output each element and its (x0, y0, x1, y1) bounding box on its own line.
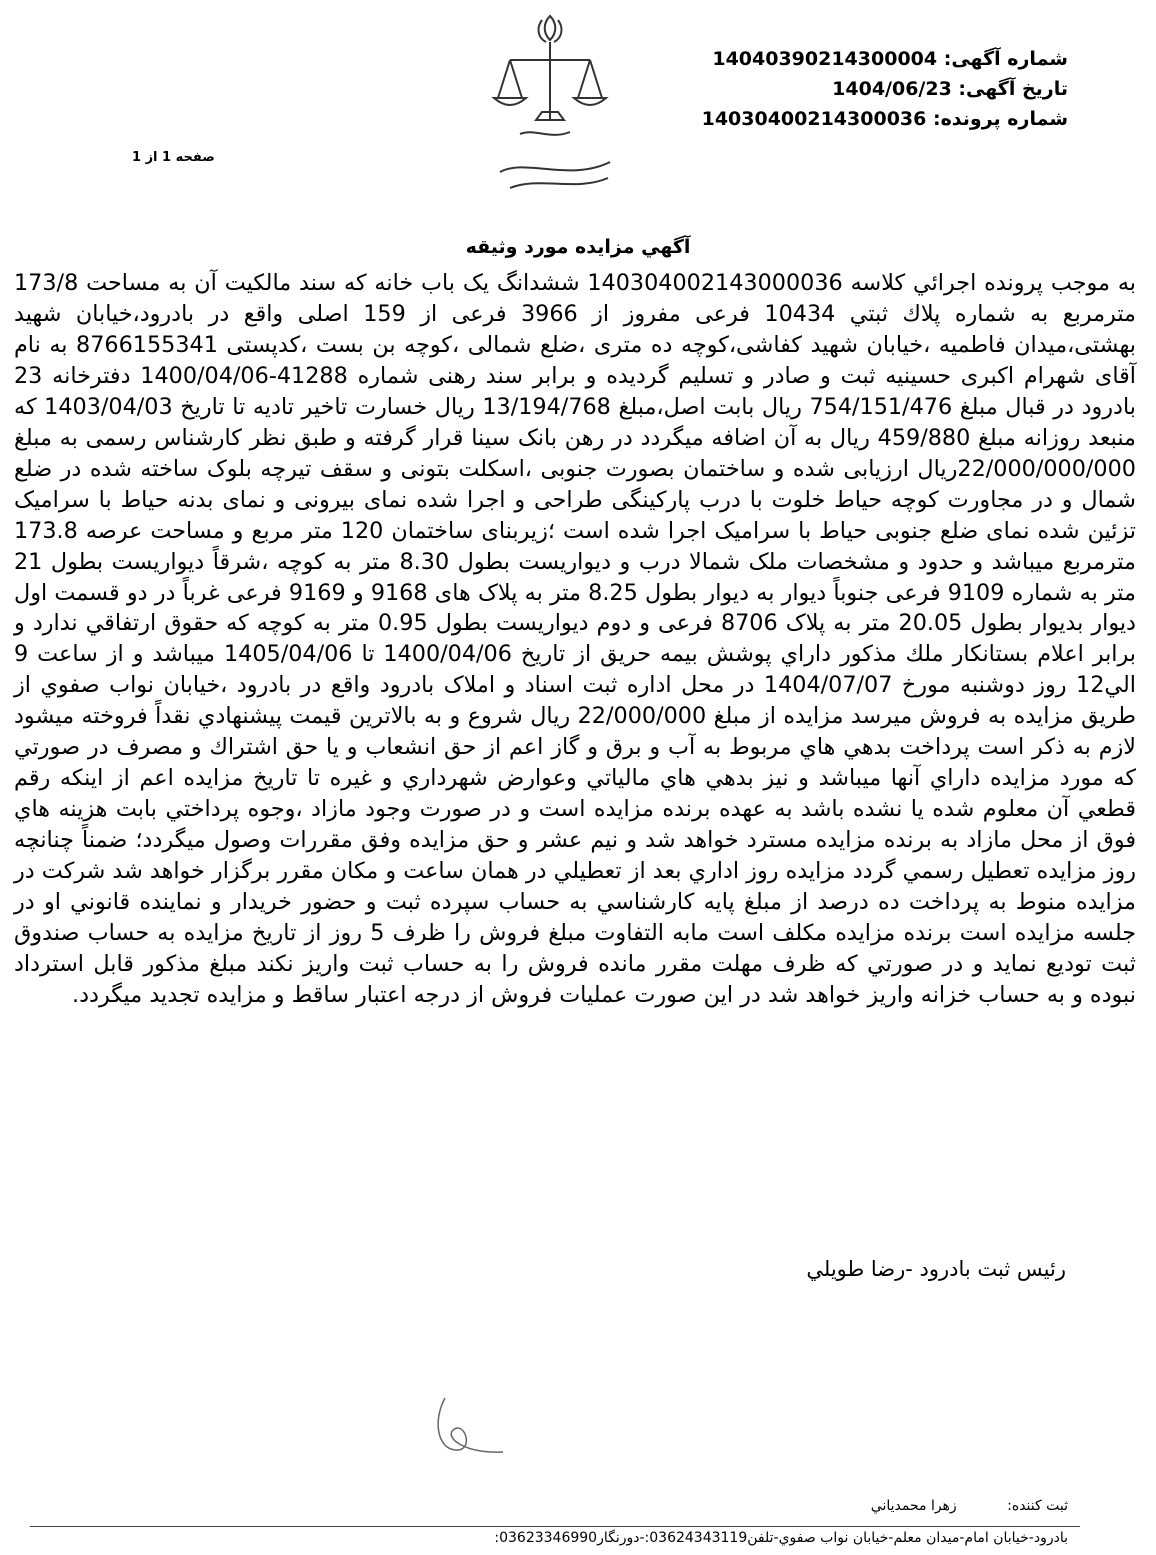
footer-divider (30, 1526, 1080, 1527)
ad-number-label: شماره آگهی: (943, 48, 1068, 70)
page-number: صفحه 1 از 1 (132, 150, 215, 165)
file-number-label: شماره پرونده: (932, 108, 1068, 130)
ad-date-row (702, 74, 1068, 104)
footer-address: بادرود-خيابان امام-ميدان معلم-خيابان نواب صفوي-تلفن03624343119:-دورنگار03623346990: (494, 1530, 1068, 1546)
ad-number: 14040390214300004 (712, 48, 938, 70)
ad-number-row (702, 44, 1068, 74)
signature-scribble-icon (425, 1390, 515, 1460)
judiciary-emblem-icon (480, 12, 620, 192)
file-number-row (702, 104, 1068, 134)
file-number: 14030400214300036 (701, 108, 927, 130)
recorder-name: زهرا محمدياني (870, 1498, 957, 1514)
auction-notice-body: به موجب پرونده اجرائي كلاسه 140304002143000036 ششدانگ یک باب خانه که سند مالکیت آن به مساحت 173/8 مترمربع به شماره پلاك ثبتي 10434 فرعی مفروز از 3966 فرعی از 159 اصلی واقع در بادرود،خیابان شهید بهشتی،میدان فاطمیه ،خیابان شهید کفاشی،کوچه ده متری ،ضلع شمالی ،کوچه بن بست ،کدپستی 8766155341 به نام آقای شهرام اکبری حسینیه ثبت و صادر و تسلیم گردیده و برابر سند رهنی شماره 41288-1400/04/06 دفترخانه 23 بادرود در قبال مبلغ 754/151/476 ریال بابت اصل،مبلغ 13/194/768 ریال خسارت تاخیر تادیه تا تاریخ 1403/04/03 که منبعد روزانه مبلغ 459/880 ریال به آن اضافه میگردد در رهن بانک سینا قرار گرفته و طبق نظر کارشناس رسمی به مبلغ 22/000/000/000ریال ارزیابی شده و ساختمان بصورت جنوبی ،اسکلت بتونی و سقف تیرچه بلوک ساخته شده در ضلع شمال و در مجاورت کوچه حیاط خلوت با درب پارکینگی طراحی و اجرا شده نمای بیرونی و نمای بدنه حیاط با سرامیک تزئین شده نمای ضلع جنوبی حیاط با سرامیک اجرا شده است ؛زیربنای ساختمان 120 متر مربع و مساحت عرصه 173.8 مترمربع میباشد و حدود و مشخصات ملک شمالا درب و دیواریست بطول 8.30 متر به کوچه ،شرقاً دیواریست بطول 21 متر به شماره 9109 فرعی جنوباً دیوار به دیوار بطول 8.25 متر به پلاک های 9168 و 9169 فرعی غرباً در دو قسمت اول دیوار بدیوار بطول 20.05 متر به پلاک 8706 فرعی و دوم دیواریست بطول 0.95 متر به کوچه که حقوق ارتفاقي ندارد و برابر اعلام بستانكار ملك مذكور داراي پوشش بيمه حريق از تاريخ 1400/04/06 تا 1405/04/06 میباشد و از ساعت 9 الي12 روز دوشنبه مورخ 1404/07/07 در محل اداره ثبت اسناد و املاک بادرود واقع در بادرود ،خیابان نواب صفوي از طريق مزايده به فروش ميرسد مزايده از مبلغ 22/000/000 ریال شروع و به بالاترين قيمت پيشنهادي نقداً فروخته ميشود لازم به ذكر است پرداخت بدهي هاي مربوط به آب و برق و گاز اعم از حق انشعاب و يا حق اشتراك و مصرف در صورتي كه مورد مزايده داراي آنها ميباشد و نيز بدهي هاي مالياتي وعوارض شهرداري و غيره تا تاريخ مزايده اعم از اينكه رقم قطعي آن معلوم شده يا نشده باشد به عهده برنده مزايده است و در صورت وجود مازاد ،وجوه پرداختي بابت هزينه هاي فوق از محل مازاد به برنده مزايده مسترد خواهد شد و نيم عشر و حق مزايده وفق مقررات وصول ميگردد؛ ضمناً چنانچه روز مزايده تعطيل رسمي گردد مزايده روز اداري بعد از تعطيلي در همان ساعت و مكان مقرر برگزار خواهد شد شركت در مزايده منوط به پرداخت ده درصد از مبلغ پايه كارشناسي به حساب سپرده ثبت و حضور خريدار و نماينده قانوني او در جلسه مزايده است برنده مزايده مكلف است مابه التفاوت مبلغ فروش را ظرف 5 روز از تاريخ مزايده به حساب صندوق ثبت توديع نمايد و در صورتي كه ظرف مهلت مقرر مانده فروش را به حساب ثبت واريز نكند مبلغ مذكور قابل استرداد نبوده و به حساب خزانه واريز خواهد شد در اين صورت عمليات فروش از درجه اعتبار ساقط و مزايده تجديد ميگردد. (14, 270, 1137, 1008)
recorder-line (871, 1498, 1068, 1514)
signatory: رئيس ثبت بادرود -رضا طويلي (806, 1257, 1066, 1281)
ad-date-label: تاریخ آگهی: (958, 78, 1068, 100)
ad-header-info (702, 44, 1068, 134)
document-title: آگهي مزايده مورد وثيقه (465, 236, 691, 258)
recorder-label: ثبت کننده: (1007, 1498, 1068, 1514)
ad-date: 1404/06/23 (832, 78, 952, 100)
